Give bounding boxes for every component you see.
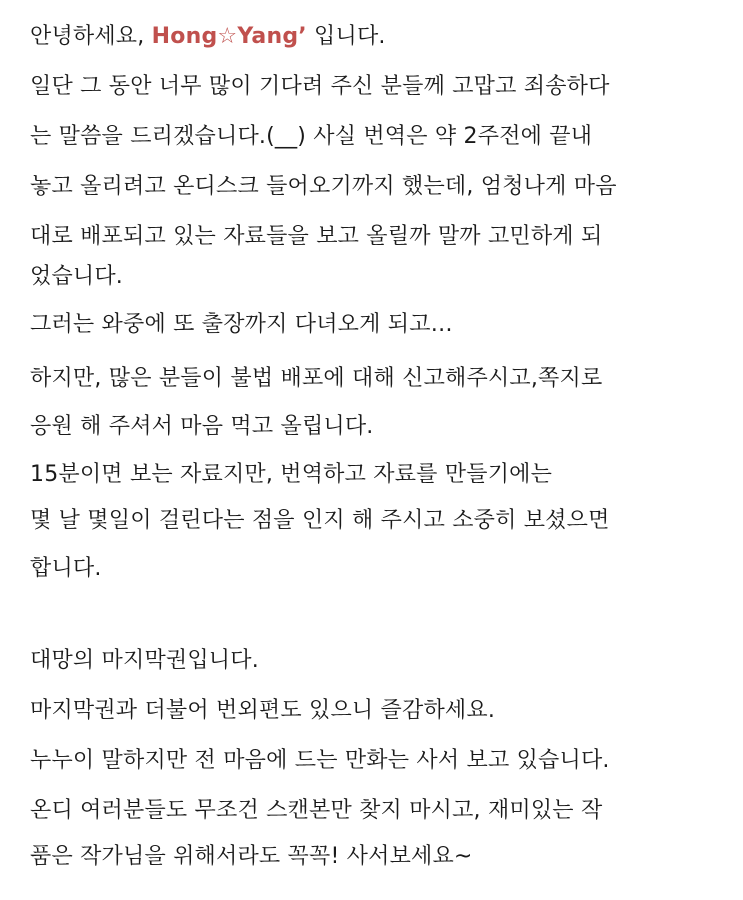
letter-line: 는 말씀을 드리겠습니다.(__) 사실 번역은 약 2주전에 끝내 [30, 124, 593, 149]
greeting-prefix: 안녕하세요, [30, 24, 152, 49]
letter-line: 그러는 와중에 또 출장까지 다녀오게 되고… [30, 312, 453, 337]
letter-line: 대망의 마지막권입니다. [30, 648, 259, 673]
letter-line: 마지막권과 더불어 번외편도 있으니 즐감하세요. [30, 698, 496, 723]
letter-line: 하지만, 많은 분들이 불법 배포에 대해 신고해주시고,쪽지로 [30, 366, 603, 391]
greeting-line [30, 22, 386, 52]
greeting-suffix: 입니다. [306, 24, 386, 49]
letter-line: 었습니다. [30, 264, 124, 289]
letter-line: 몇 날 몇일이 걸린다는 점을 인지 해 주시고 소중히 보셨으면 [30, 508, 610, 533]
letter-line: 일단 그 동안 너무 많이 기다려 주신 분들께 고맙고 죄송하다 [30, 74, 610, 99]
letter-line: 대로 배포되고 있는 자료들을 보고 올릴까 말까 고민하게 되 [30, 224, 603, 249]
letter-line: 15분이면 보는 자료지만, 번역하고 자료를 만들기에는 [30, 462, 553, 487]
letter-line: 응원 해 주셔서 마음 먹고 올립니다. [30, 414, 374, 439]
brand-name: Hong☆Yang’ [151, 24, 307, 49]
letter-line: 누누이 말하지만 전 마음에 드는 만화는 사서 보고 있습니다. [30, 748, 610, 773]
letter-line: 합니다. [30, 556, 102, 581]
letter-line: 품은 작가님을 위해서라도 꼭꼭! 사서보세요~ [30, 844, 473, 869]
letter-line: 놓고 올리려고 온디스크 들어오기까지 했는데, 엄청나게 마음 [30, 174, 617, 199]
letter-line: 온디 여러분들도 무조건 스캔본만 찾지 마시고, 재미있는 작 [30, 798, 603, 823]
